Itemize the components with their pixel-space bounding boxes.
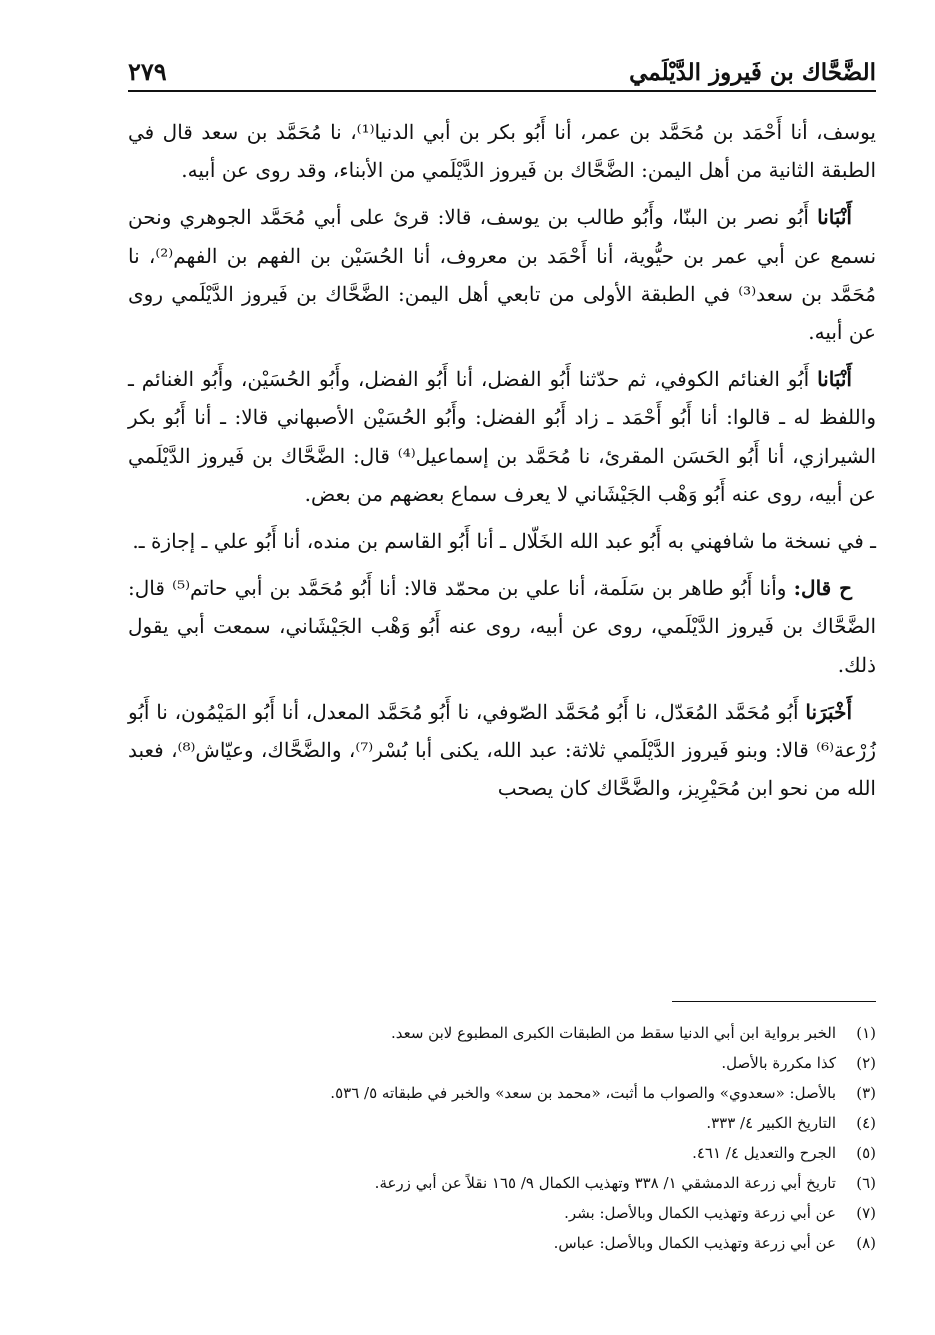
footnote xyxy=(128,1168,876,1198)
footnote-text: الخبر برواية ابن أبي الدنيا سقط من الطبقات الكبرى المطبوع لابن سعد. xyxy=(390,1024,836,1042)
footnotes xyxy=(128,1018,876,1258)
main-text xyxy=(128,113,876,816)
footnote-divider xyxy=(672,1001,876,1002)
footnote-number: (٣) xyxy=(856,1084,876,1102)
footnote-text: عن أبي زرعة وتهذيب الكمال وبالأصل: عباس. xyxy=(553,1234,836,1252)
paragraph-text: أَبُو الغنائم الكوفي، ثم حدّثنا أَبُو الفضل، أنا أَبُو الفضل، وأَبُو الحُسَيْن، وأَبُو الغنائم ـ واللفظ له ـ قالوا: أنا أَبُو أَحْمَد ـ زاد أَبُو الفضل: وأَبُو الحُسَيْن الأصبهاني قالا: ـ أنا أَبُو بكر الشيرازي، أنا أَبُو الحَسَن المقرئ، نا مُحَمَّد بن إسماعيل⁽⁴⁾ قال: الضَّحَّاك بن فَيروز الدَّيْلَمي عن أبيه، روى عنه أَبُو وَهْب الجَيْشَاني لا يعرف سماع بعضهم من بعض. xyxy=(128,367,876,506)
paragraph-text: أَبُو نصر بن البنّا، وأَبُو طالب بن يوسف، قالا: قرئ على أبي مُحَمَّد الجوهري ونحن نسمع عن أبي عمر بن حيُّوية، أنا أَحْمَد بن معروف، أنا الحُسَيْن بن الفهم بن الفهم⁽²⁾، نا مُحَمَّد بن سعد⁽³⁾ في الطبقة الأولى من تابعي أهل اليمن: الضَّحَّاك بن فَيروز الدَّيْلَمي روى عن أبيه. xyxy=(128,205,877,345)
paragraph xyxy=(128,360,876,513)
footnote-number: (٨) xyxy=(856,1234,876,1252)
paragraph xyxy=(128,569,876,684)
footnote-text: بالأصل: «سعدوي» والصواب ما أثبت، «محمد بن سعد» والخبر في طبقاته ٥/ ٥٣٦. xyxy=(330,1084,836,1102)
paragraph-keyword: أَنْبَانا xyxy=(817,205,852,230)
paragraph xyxy=(128,198,876,351)
footnote xyxy=(128,1078,876,1108)
paragraph-text: ـ في نسخة ما شافهني به أَبُو عبد الله الخَلّال ـ أنا أَبُو القاسم بن منده، أنا أَبُو علي ـ إجازة ـ. xyxy=(132,529,876,554)
paragraph-text: يوسف، أنا أَحْمَد بن مُحَمَّد بن عمر، أنا أَبُو بكر بن أبي الدنيا⁽¹⁾، نا مُحَمَّد بن سعد قال في الطبقة الثانية من أهل اليمن: الضَّحَّاك بن فَيروز الدَّيْلَمي من الأبناء، وقد روى عن أبيه. xyxy=(128,120,876,183)
page-header xyxy=(128,50,876,92)
footnote-number: (٧) xyxy=(856,1204,876,1222)
footnote xyxy=(128,1048,876,1078)
paragraph-keyword: أَنْبَانا xyxy=(817,367,852,392)
footnote-number: (١) xyxy=(856,1024,876,1042)
paragraph xyxy=(128,113,876,189)
footnote xyxy=(128,1138,876,1168)
footnote-number: (٦) xyxy=(856,1174,876,1192)
footnote xyxy=(128,1198,876,1228)
paragraph-keyword: ح قال: xyxy=(793,576,852,601)
footnote xyxy=(128,1228,876,1258)
running-title: الضَّحَّاك بن فَيروز الدَّيْلَمي xyxy=(629,59,876,86)
footnote-number: (٥) xyxy=(856,1144,876,1162)
paragraph-text: وأنا أَبُو طاهر بن سَلَمة، أنا علي بن محمّد قالا: أنا أَبُو مُحَمَّد بن أبي حاتم⁽⁵⁾ قال: الضَّحَّاك بن فَيروز الدَّيْلَمي، روى عن أبيه، روى عنه أَبُو وَهْب الجَيْشَاني، سمعت أبي يقول ذلك. xyxy=(128,576,877,677)
footnote-text: كذا مكررة بالأصل. xyxy=(721,1054,836,1072)
footnote-text: التاريخ الكبير ٤/ ٣٣٣. xyxy=(706,1114,836,1132)
footnote-text: الجرح والتعديل ٤/ ٤٦١. xyxy=(692,1144,836,1162)
footnote xyxy=(128,1108,876,1138)
footnote-number: (٤) xyxy=(856,1114,876,1132)
footnote-number: (٢) xyxy=(856,1054,876,1072)
paragraph xyxy=(128,693,876,808)
footnote-text: تاريخ أبي زرعة الدمشقي ١/ ٣٣٨ وتهذيب الكمال ٩/ ١٦٥ نقلاً عن أبي زرعة. xyxy=(374,1174,836,1192)
footnote-text: عن أبي زرعة وتهذيب الكمال وبالأصل: بشر. xyxy=(564,1204,836,1222)
footnote xyxy=(128,1018,876,1048)
paragraph-keyword: أَخْبَرَنا xyxy=(805,699,852,724)
paragraph-text: أَبُو مُحَمَّد المُعَدّل، نا أَبُو مُحَمَّد الصّوفي، نا أَبُو مُحَمَّد المعدل، أنا أَبُو المَيْمُون، نا أَبُو زُرْعة⁽⁶⁾ قالا: وبنو فَيروز الدَّيْلَمي ثلاثة: عبد الله، يكنى أبا بُسْر⁽⁷⁾، والضَّحَّاك، وعيّاش⁽⁸⁾، فعبد الله من نحو ابن مُحَيْرِيز، والضَّحَّاك كان يصحب xyxy=(128,699,877,801)
page-number: ٢٧٩ xyxy=(128,57,167,86)
paragraph xyxy=(128,522,876,560)
